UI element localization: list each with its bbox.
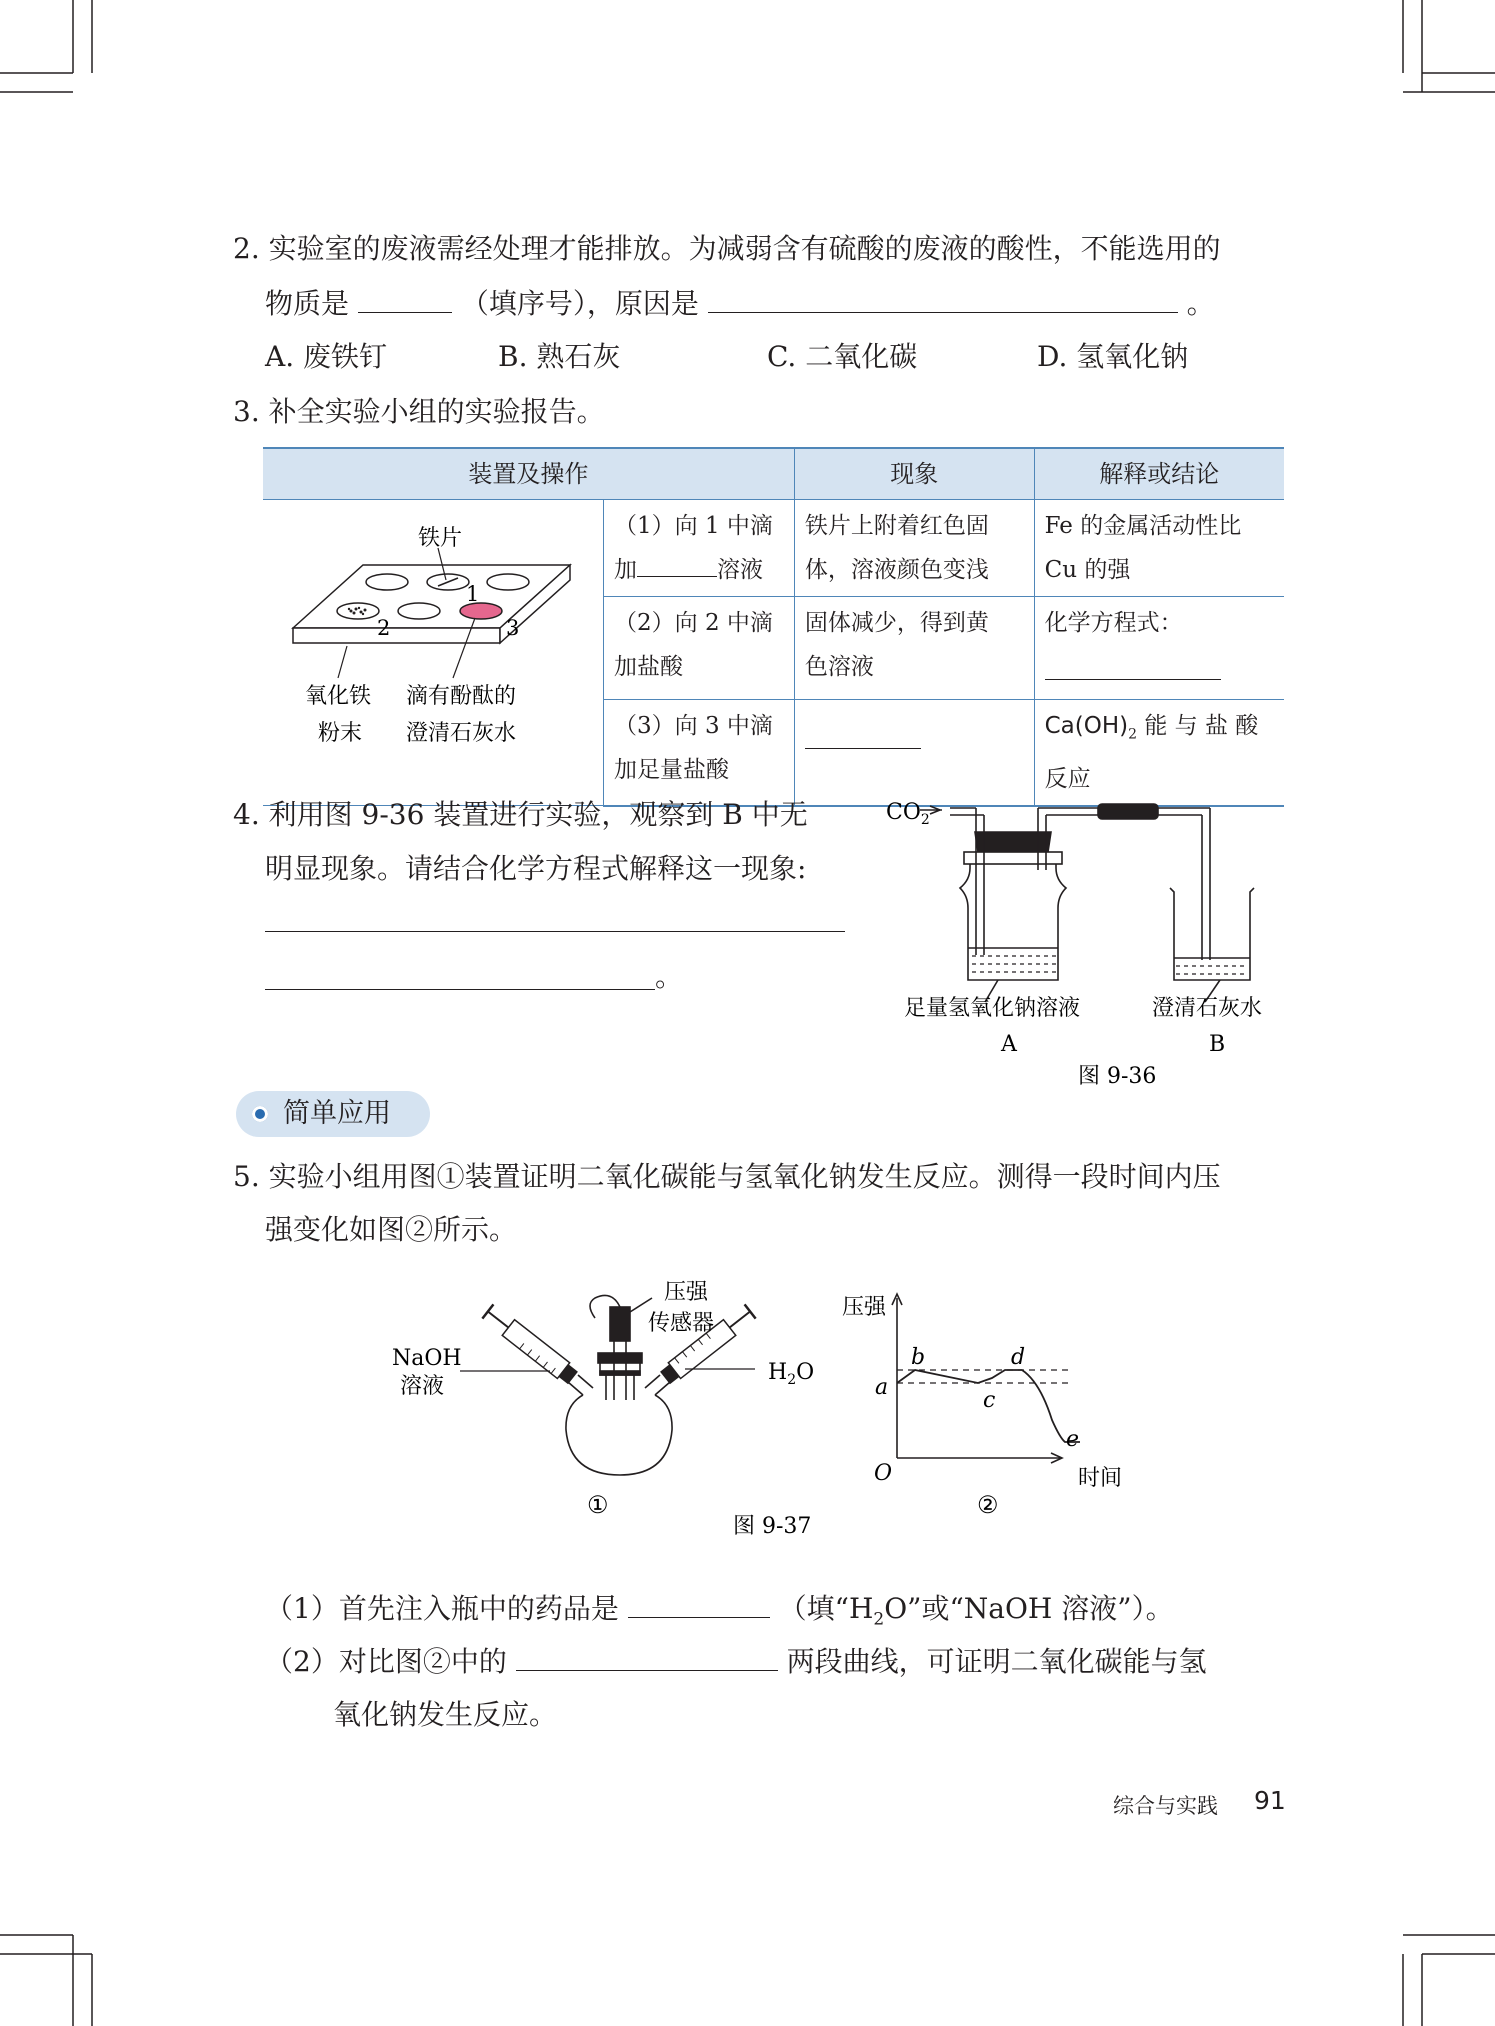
row1-phenomenon <box>794 500 1034 597</box>
q2-option-c: C. 二氧化碳 <box>767 340 918 373</box>
q2-text-end: 。 <box>1186 287 1215 320</box>
row1-op-prefix: 加 <box>614 557 637 583</box>
row2-op-line1: （2）向 2 中滴 <box>614 610 773 636</box>
row2-equation-blank[interactable] <box>1045 655 1221 680</box>
row2-con-line1: 化学方程式： <box>1044 610 1183 636</box>
row1-op-line1: （1）向 1 中滴 <box>614 513 773 539</box>
point-a: a <box>875 1375 889 1400</box>
q5-p1-text-a: （1）首先注入瓶中的药品是 <box>265 1592 619 1625</box>
q5-p1-text-c: O”或“NaOH 溶液”）。 <box>884 1592 1174 1625</box>
figure-9-37 <box>380 1270 1140 1550</box>
co2-sub: 2 <box>920 812 930 828</box>
pressure-chart <box>842 1294 1122 1519</box>
row1-ph-line2: 体，溶液颜色变浅 <box>804 557 989 583</box>
row1-op-suffix: 溶液 <box>717 557 763 583</box>
q2-text-b: （填序号），原因是 <box>460 287 699 320</box>
q2-text-a: 物质是 <box>265 287 350 320</box>
header-phenomenon: 现象 <box>794 448 1034 500</box>
label-h2o <box>768 1360 814 1388</box>
co2-label <box>886 800 930 828</box>
row2-conclusion <box>1034 597 1284 700</box>
formula-caoh: Ca(OH) <box>1044 713 1129 739</box>
q2-option-b: B. 熟石灰 <box>498 340 621 373</box>
q5-p2-text-b: 两段曲线，可证明二氧化碳能与氢 <box>786 1645 1207 1678</box>
q5-p2-text-a: （2）对比图②中的 <box>265 1645 507 1678</box>
q2-option-a: A. 废铁钉 <box>265 340 388 373</box>
row1-con-line2: Cu 的强 <box>1044 557 1131 583</box>
label-well-1: 1 <box>466 582 480 606</box>
q4-end: 。 <box>655 960 684 993</box>
q5-p2-blank[interactable] <box>516 1640 778 1671</box>
figure-9-36 <box>880 780 1300 1100</box>
label-sensor-1: 压强 <box>664 1280 709 1305</box>
spot-plate-cell <box>263 500 604 806</box>
q4-answer-blank-2[interactable] <box>265 963 655 990</box>
point-b: b <box>911 1345 926 1370</box>
q5-line1: 5. 实验小组用图①装置证明二氧化碳能与氢氧化钠发生反应。测得一段时间内压 <box>233 1160 1221 1193</box>
section-pill <box>236 1091 430 1137</box>
q2-reason-blank[interactable] <box>708 282 1178 313</box>
row1-conclusion <box>1034 500 1284 597</box>
q5-p1-sub: 2 <box>873 1609 885 1630</box>
label-bottle-a-text: 足量氢氧化钠溶液 <box>904 996 1081 1021</box>
q4-line1: 4. 利用图 9-36 装置进行实验，观察到 B 中无 <box>233 798 808 831</box>
label-bottle-a: A <box>1001 1032 1017 1057</box>
figure-9-36-caption: 图 9-36 <box>1078 1064 1157 1089</box>
row2-ph-line2: 色溶液 <box>804 654 874 680</box>
h2o-h: H <box>768 1360 788 1385</box>
row1-ph-line1: 铁片上附着红色固 <box>804 513 989 539</box>
label-lime-1: 滴有酚酞的 <box>406 684 517 709</box>
label-lime-2: 澄清石灰水 <box>406 721 517 746</box>
point-e: e <box>1066 1427 1080 1452</box>
q2-option-d: D. 氢氧化钠 <box>1037 340 1189 373</box>
row1-reagent-blank[interactable] <box>637 550 717 577</box>
label-iron: 铁片 <box>418 526 463 551</box>
row1-op-line2 <box>614 548 786 592</box>
label-sensor-2: 传感器 <box>648 1311 715 1336</box>
label-beaker-b-text: 澄清石灰水 <box>1152 996 1263 1021</box>
label-naoh-1: NaOH <box>392 1346 462 1371</box>
label-naoh-2: 溶液 <box>400 1374 445 1399</box>
row1-con-line1: Fe 的金属活动性比 <box>1044 513 1242 539</box>
row3-con-text: 能 与 盐 酸 <box>1137 713 1259 739</box>
q5-part2-line2: 氧化钠发生反应。 <box>333 1698 558 1731</box>
row2-phenomenon <box>794 597 1034 700</box>
row3-con-line1 <box>1045 704 1276 757</box>
row3-phenomenon-blank[interactable] <box>805 724 921 749</box>
row3-op-line1: （3）向 3 中滴 <box>614 713 773 739</box>
label-iron-oxide-2: 粉末 <box>318 721 363 746</box>
header-conclusion: 解释或结论 <box>1034 448 1284 500</box>
experiment-report-table <box>263 447 1284 807</box>
section-title: 简单应用 <box>283 1098 391 1129</box>
q2-answer-blank[interactable] <box>358 282 452 313</box>
label-well-2: 2 <box>377 616 391 640</box>
spot-plate-diagram <box>263 500 603 776</box>
q5-part2 <box>265 1635 1207 1689</box>
q4-answer-blank-1[interactable] <box>265 905 845 932</box>
q2-line1: 2. 实验室的废液需经处理才能排放。为减弱含有硫酸的废液的酸性，不能选用的 <box>233 232 1221 265</box>
page-number: 91 <box>1254 1786 1286 1815</box>
table-header-row <box>263 448 1284 500</box>
q2-line2 <box>265 277 1215 331</box>
table-row <box>263 500 1284 597</box>
chart-ylabel: 压强 <box>842 1295 887 1320</box>
q3-text: 3. 补全实验小组的实验报告。 <box>233 395 605 428</box>
header-apparatus: 装置及操作 <box>263 448 794 500</box>
h2o-sub: 2 <box>787 1372 797 1388</box>
label-well-3: 3 <box>506 616 520 640</box>
row2-operation <box>604 597 795 700</box>
point-c: c <box>983 1388 996 1413</box>
q5-line2: 强变化如图②所示。 <box>265 1213 518 1246</box>
q5-p1-text-b: （填“H <box>778 1592 874 1625</box>
row1-operation <box>604 500 795 597</box>
chart-xlabel: 时间 <box>1078 1466 1123 1491</box>
q5-p1-blank[interactable] <box>628 1587 770 1618</box>
row3-con-line2: 反应 <box>1044 765 1091 792</box>
q4-line2: 明显现象。请结合化学方程式解释这一现象: <box>265 852 807 885</box>
footer-section: 综合与实践 <box>1113 1794 1218 1818</box>
point-d: d <box>1011 1345 1026 1370</box>
label-iron-oxide-1: 氧化铁 <box>305 684 372 709</box>
sub-label-2: ② <box>977 1491 999 1519</box>
label-beaker-b: B <box>1209 1032 1226 1057</box>
sub-label-1: ① <box>587 1491 609 1519</box>
row2-ph-line1: 固体减少，得到黄 <box>804 610 989 636</box>
co2-text: CO <box>886 800 921 825</box>
row3-op-line2: 加足量盐酸 <box>614 757 729 783</box>
h2o-o: O <box>796 1360 815 1385</box>
row2-op-line2: 加盐酸 <box>614 654 683 680</box>
bullet-icon <box>252 1106 268 1122</box>
chart-origin: O <box>874 1461 893 1486</box>
figure-9-37-caption: 图 9-37 <box>733 1514 812 1539</box>
formula-sub: 2 <box>1128 726 1138 743</box>
